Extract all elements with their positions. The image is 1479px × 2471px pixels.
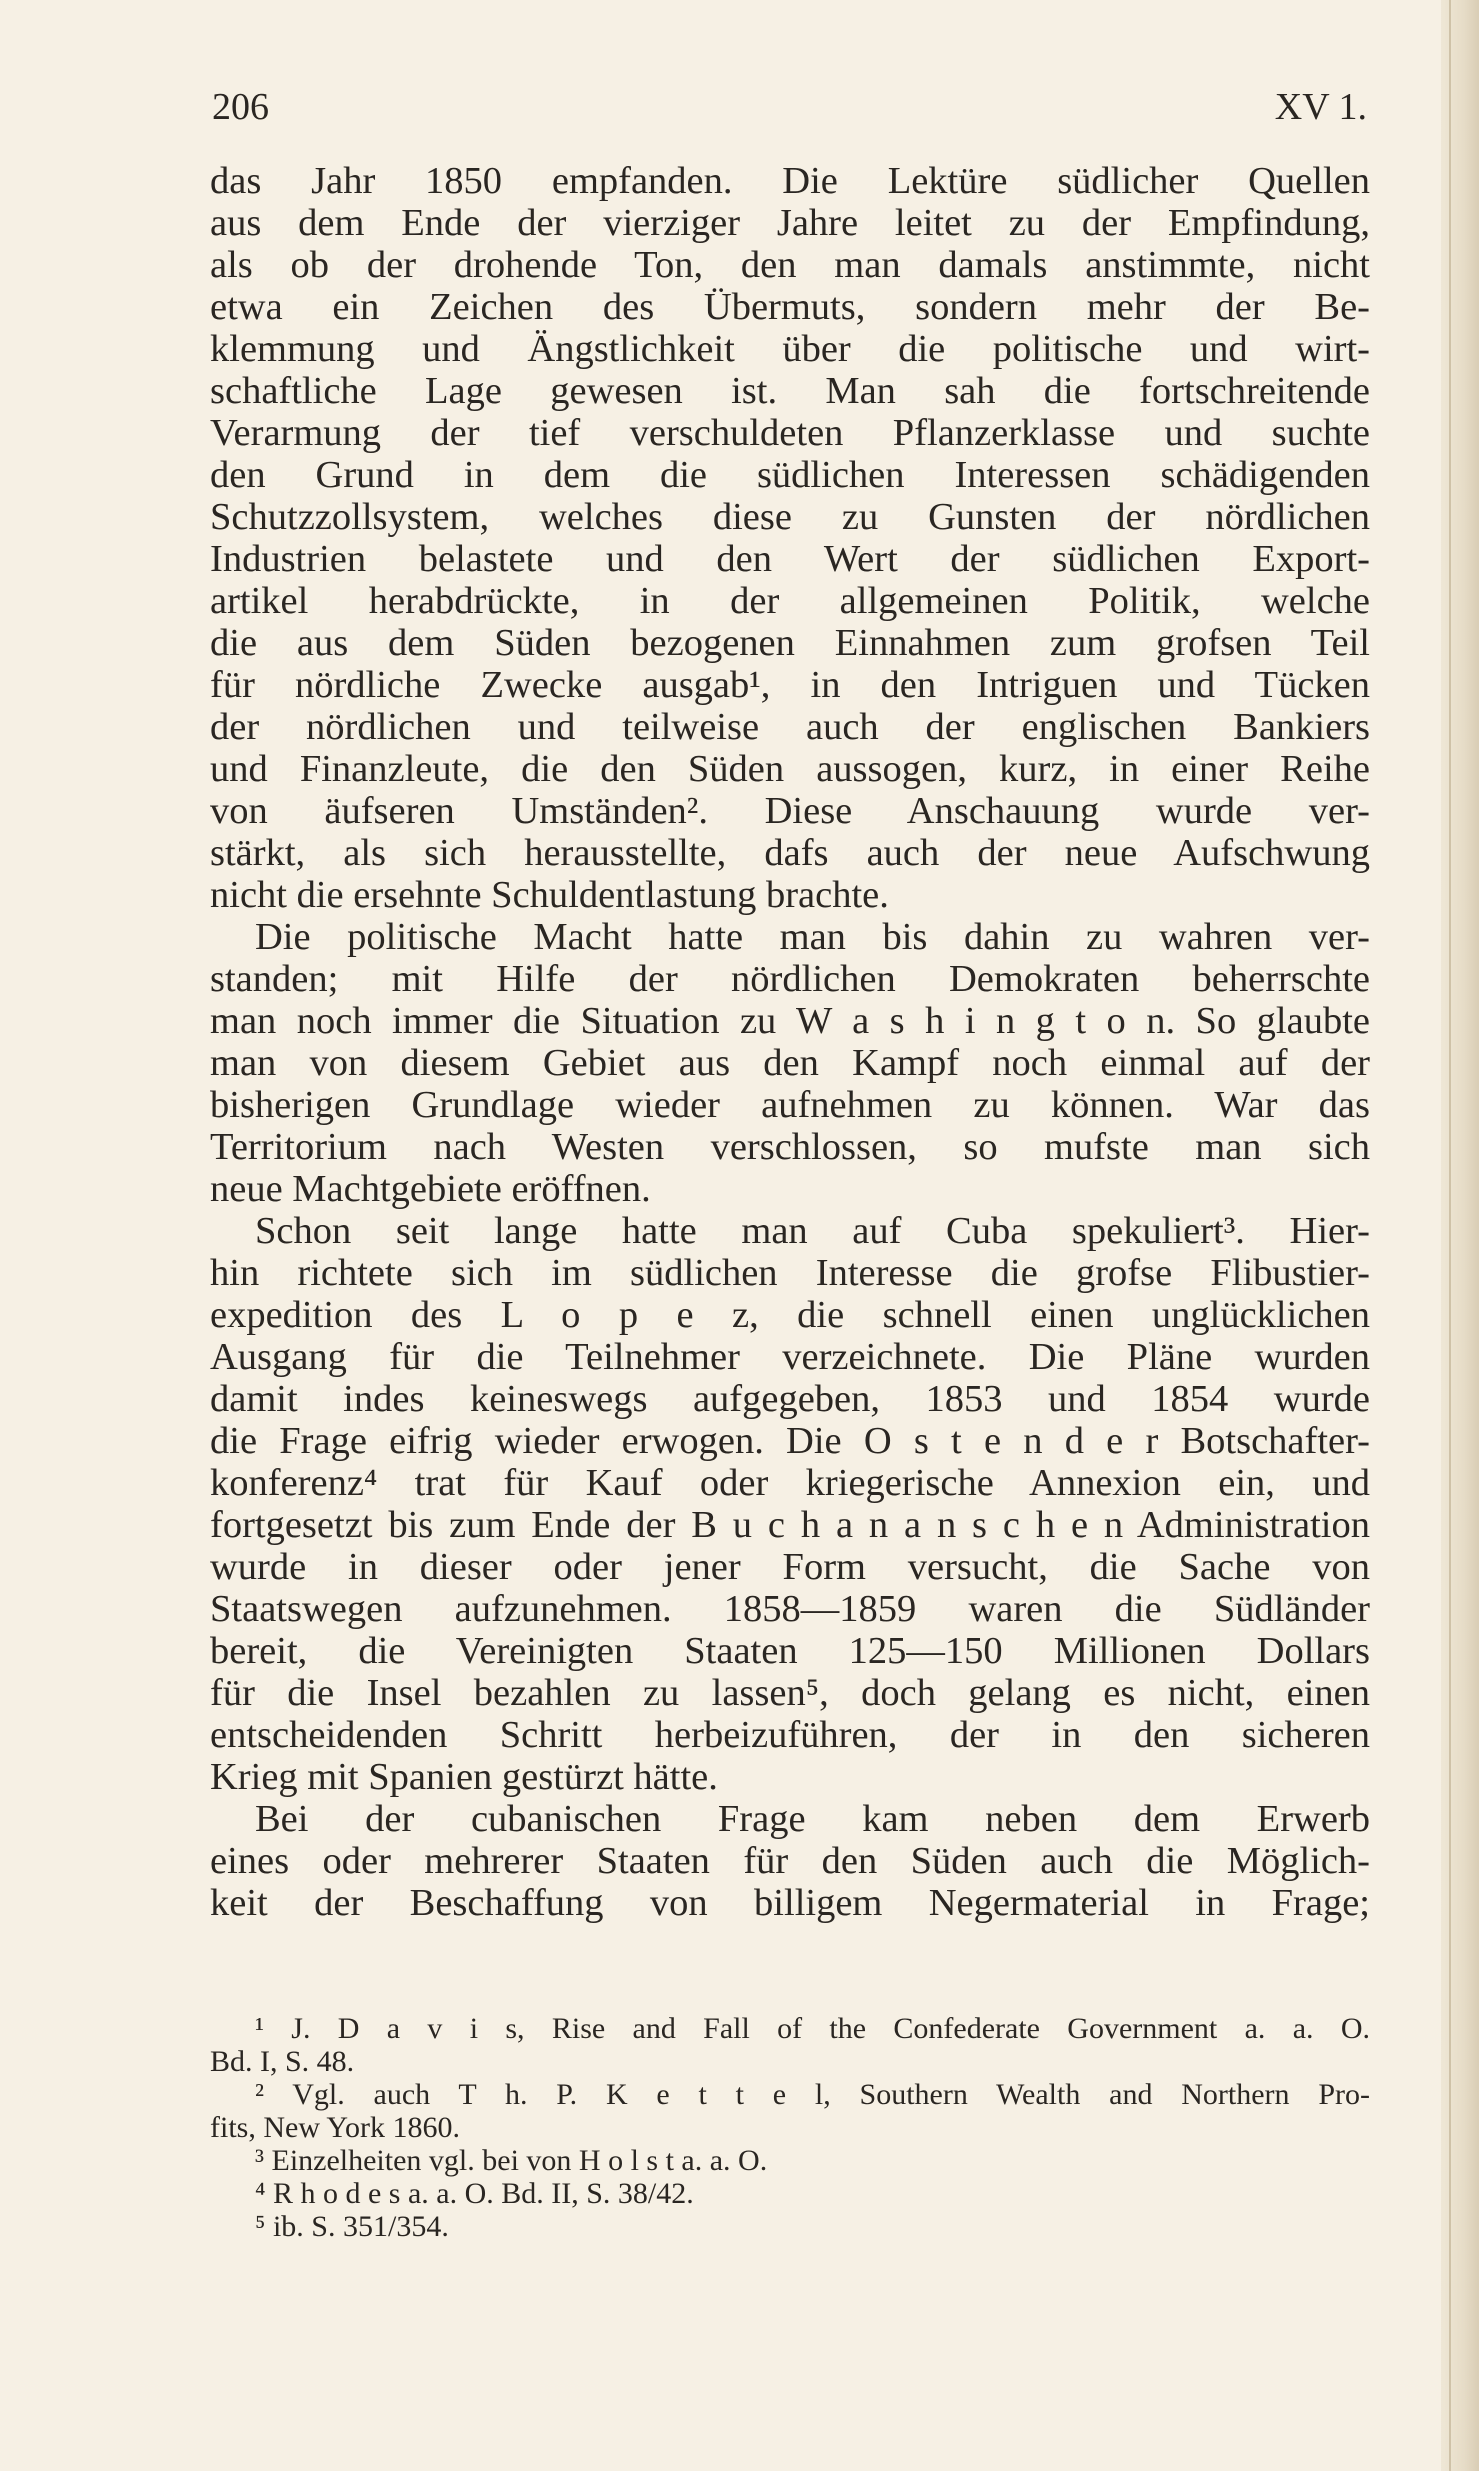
footnote-line: ³ Einzelheiten vgl. bei von H o l s t a. a. O. — [255, 2144, 768, 2177]
text-line: bereit, die Vereinigten Staaten 125—150 Millionen Dollars — [210, 1630, 1370, 1672]
text-line: nicht die ersehnte Schuldentlastung brachte. — [210, 874, 889, 916]
text-line: man noch immer die Situation zu W a s h i n g t o n. So glaubte — [210, 1000, 1370, 1042]
text-line: Verarmung der tief verschuldeten Pflanzerklasse und suchte — [210, 412, 1370, 454]
footnote-line: Bd. I, S. 48. — [210, 2045, 355, 2078]
text-line: Staatswegen aufzunehmen. 1858—1859 waren die Südländer — [210, 1588, 1370, 1630]
text-line: und Finanzleute, die den Süden aussogen, kurz, in einer Reihe — [210, 748, 1370, 790]
text-line: eines oder mehrerer Staaten für den Süden auch die Möglich- — [210, 1840, 1370, 1882]
footnotes — [210, 2012, 1370, 2243]
text-line: entscheidenden Schritt herbeizuführen, der in den sicheren — [210, 1714, 1370, 1756]
text-line: keit der Beschaffung von billigem Negermaterial in Frage; — [210, 1882, 1370, 1924]
text-line: hin richtete sich im südlichen Interesse die grofse Flibustier- — [210, 1252, 1370, 1294]
text-line: für nördliche Zwecke ausgab¹, in den Intriguen und Tücken — [210, 664, 1370, 706]
page-number: 206 — [212, 86, 269, 128]
footnote-line: ² Vgl. auch T h. P. K e t t e l, Southern Wealth and Northern Pro- — [255, 2078, 1370, 2111]
body-text — [210, 160, 1370, 1924]
text-line: standen; mit Hilfe der nördlichen Demokraten beherrschte — [210, 958, 1370, 1000]
text-line: als ob der drohende Ton, den man damals anstimmte, nicht — [210, 244, 1370, 286]
text-line: artikel herabdrückte, in der allgemeinen Politik, welche — [210, 580, 1370, 622]
text-line: damit indes keineswegs aufgegeben, 1853 und 1854 wurde — [210, 1378, 1370, 1420]
text-line: die aus dem Süden bezogenen Einnahmen zum grofsen Teil — [210, 622, 1370, 664]
text-line: stärkt, als sich herausstellte, dafs auch der neue Aufschwung — [210, 832, 1370, 874]
text-line: Schutzzollsystem, welches diese zu Gunsten der nördlichen — [210, 496, 1370, 538]
text-line: die Frage eifrig wieder erwogen. Die O s t e n d e r Botschafter- — [210, 1420, 1370, 1462]
text-line: bisherigen Grundlage wieder aufnehmen zu können. War das — [210, 1084, 1370, 1126]
page-edge — [1441, 0, 1479, 2471]
section-mark: XV 1. — [1274, 86, 1367, 128]
page-edge-line — [1449, 0, 1451, 2471]
text-line: etwa ein Zeichen des Übermuts, sondern mehr der Be- — [210, 286, 1370, 328]
text-line: schaftliche Lage gewesen ist. Man sah die fortschreitende — [210, 370, 1370, 412]
text-line: Territorium nach Westen verschlossen, so mufste man sich — [210, 1126, 1370, 1168]
text-line: von äufseren Umständen². Diese Anschauung wurde ver- — [210, 790, 1370, 832]
text-line: Bei der cubanischen Frage kam neben dem Erwerb — [255, 1798, 1370, 1840]
footnote-line: ¹ J. D a v i s, Rise and Fall of the Confederate Government a. a. O. — [255, 2012, 1370, 2045]
text-line: das Jahr 1850 empfanden. Die Lektüre südlicher Quellen — [210, 160, 1370, 202]
running-head — [212, 82, 1367, 132]
text-line: der nördlichen und teilweise auch der englischen Bankiers — [210, 706, 1370, 748]
footnote-line: fits, New York 1860. — [210, 2111, 461, 2144]
text-line: neue Machtgebiete eröffnen. — [210, 1168, 651, 1210]
text-line: expedition des L o p e z, die schnell einen unglücklichen — [210, 1294, 1370, 1336]
text-line: man von diesem Gebiet aus den Kampf noch einmal auf der — [210, 1042, 1370, 1084]
footnote-line: ⁵ ib. S. 351/354. — [255, 2210, 449, 2243]
text-line: Die politische Macht hatte man bis dahin zu wahren ver- — [255, 916, 1370, 958]
text-line: aus dem Ende der vierziger Jahre leitet zu der Empfindung, — [210, 202, 1370, 244]
text-line: den Grund in dem die südlichen Interessen schädigenden — [210, 454, 1370, 496]
footnote-line: ⁴ R h o d e s a. a. O. Bd. II, S. 38/42. — [255, 2177, 694, 2210]
text-line: wurde in dieser oder jener Form versucht, die Sache von — [210, 1546, 1370, 1588]
text-line: fortgesetzt bis zum Ende der B u c h a n a n s c h e n Administration — [210, 1504, 1370, 1546]
text-line: klemmung und Ängstlichkeit über die politische und wirt- — [210, 328, 1370, 370]
text-line: Ausgang für die Teilnehmer verzeichnete. Die Pläne wurden — [210, 1336, 1370, 1378]
text-line: Krieg mit Spanien gestürzt hätte. — [210, 1756, 718, 1798]
text-line: konferenz⁴ trat für Kauf oder kriegerische Annexion ein, und — [210, 1462, 1370, 1504]
text-line: Schon seit lange hatte man auf Cuba spekuliert³. Hier- — [255, 1210, 1370, 1252]
text-line: für die Insel bezahlen zu lassen⁵, doch gelang es nicht, einen — [210, 1672, 1370, 1714]
text-line: Industrien belastete und den Wert der südlichen Export- — [210, 538, 1370, 580]
